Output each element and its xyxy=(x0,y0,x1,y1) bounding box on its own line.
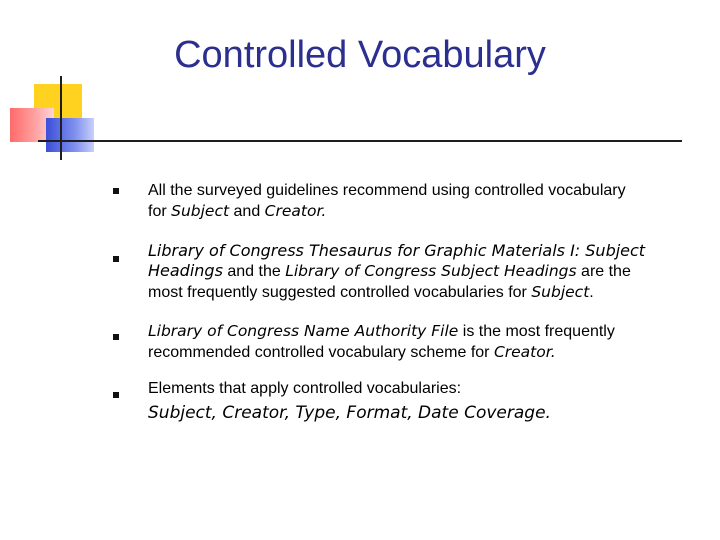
thesaurus-title: Library of Congress Thesaurus for Graphic Materials I: Subject xyxy=(148,241,646,260)
bullet-1-line-2 xyxy=(148,201,696,222)
bullet-3-line-2 xyxy=(148,342,696,363)
square-bullet-icon xyxy=(113,334,119,340)
elements-list: Subject, Creator, Type, Format, Date Coverage. xyxy=(148,403,551,423)
bullet-1-line-1: All the surveyed guidelines recommend using controlled vocabulary xyxy=(148,182,626,199)
text-span: . xyxy=(589,284,594,301)
headings-title: Headings xyxy=(148,261,223,280)
bullet-text-3 xyxy=(148,321,696,363)
text-span: and xyxy=(229,203,265,220)
text-span: most frequently suggested controlled vocabularies for xyxy=(148,284,532,301)
bullet-text-1 xyxy=(148,181,696,222)
term-creator: Creator. xyxy=(264,202,327,220)
text-span: is the most frequently xyxy=(458,323,615,340)
term-subject: Subject xyxy=(171,202,230,220)
term-creator: Creator. xyxy=(493,343,556,361)
lcsh-title: Library of Congress Subject Headings xyxy=(285,262,577,280)
square-bullet-icon xyxy=(113,392,119,398)
text-span: and the xyxy=(222,263,286,280)
text-span: for xyxy=(148,203,172,220)
bullet-3-line-1 xyxy=(148,321,696,342)
bullet-2-line-3 xyxy=(148,282,696,303)
bullet-4-line-1: Elements that apply controlled vocabularies: xyxy=(148,380,462,397)
bullet-2-line-2 xyxy=(148,261,696,282)
naf-title: Library of Congress Name Authority File xyxy=(148,322,459,340)
bullet-text-2 xyxy=(148,241,696,303)
text-span: are the xyxy=(576,263,631,280)
slide-title: Controlled Vocabulary xyxy=(174,34,546,76)
text-span: recommended controlled vocabulary scheme for xyxy=(148,344,494,361)
square-bullet-icon xyxy=(113,256,119,262)
bullet-text-4 xyxy=(148,379,696,423)
square-bullet-icon xyxy=(113,188,119,194)
term-subject: Subject xyxy=(531,283,590,301)
